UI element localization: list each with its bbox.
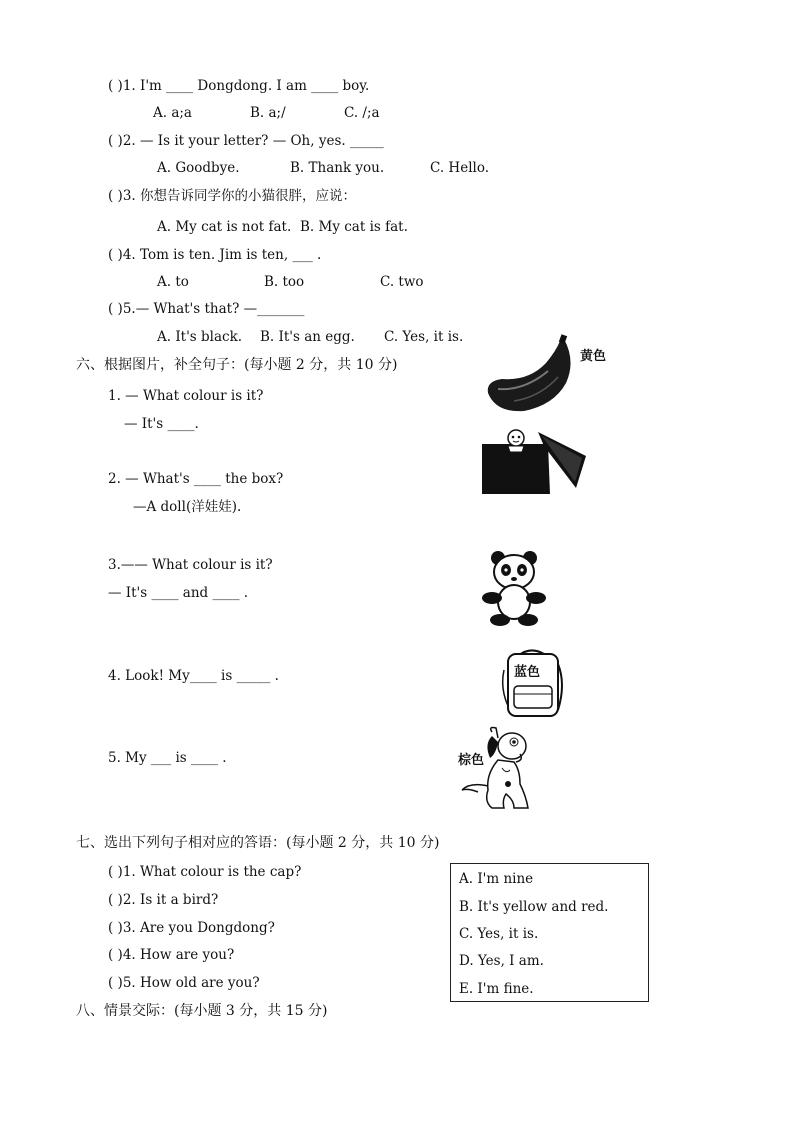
s5-q5-stem: ( )5.— What's that? —_______ xyxy=(108,301,305,317)
s5-q2-option-a: A. Goodbye. xyxy=(157,160,240,176)
s6-q1-answer: — It's ____. xyxy=(124,416,199,432)
schoolbag-color-label: 蓝色 xyxy=(514,665,541,680)
s6-q3-answer: — It's ____ and ____ . xyxy=(108,585,249,601)
s6-q2-question: 2. — What's ____ the box? xyxy=(108,471,284,487)
panda-image xyxy=(478,548,550,626)
s5-q3-option-a: A. My cat is not fat. xyxy=(157,219,292,235)
s6-q1-question: 1. — What colour is it? xyxy=(108,388,264,404)
s5-q4-stem: ( )4. Tom is ten. Jim is ten, ___ . xyxy=(108,247,322,263)
s5-q1-option-b: B. a;/ xyxy=(250,105,286,121)
s7-option-b: B. It's yellow and red. xyxy=(459,899,609,915)
s5-q3-stem: ( )3. 你想告诉同学你的小猫很胖，应说： xyxy=(108,188,356,204)
s5-q5-option-c: C. Yes, it is. xyxy=(384,329,464,345)
s7-option-a: A. I'm nine xyxy=(459,871,534,887)
s5-q2-option-c: C. Hello. xyxy=(430,160,490,176)
s7-option-d: D. Yes, I am. xyxy=(459,953,544,969)
s7-q5: ( )5. How old are you? xyxy=(108,975,260,991)
s6-q5-sentence: 5. My ___ is ____ . xyxy=(108,750,227,766)
s5-q4-option-b: B. too xyxy=(264,274,305,290)
s5-q5-option-b: B. It's an egg. xyxy=(260,329,355,345)
s5-q4-option-c: C. two xyxy=(380,274,424,290)
schoolbag-image xyxy=(500,644,570,720)
section8-title: 八、情景交际：(每小题 3 分，共 15 分) xyxy=(76,1003,328,1019)
s6-q2-answer: —A doll(洋娃娃). xyxy=(133,499,242,515)
s7-option-c: C. Yes, it is. xyxy=(459,926,539,942)
doll-in-box-image xyxy=(478,426,590,496)
s6-q3-question: 3.—— What colour is it? xyxy=(108,557,273,573)
s7-option-e: E. I'm fine. xyxy=(459,981,534,997)
section7-title: 七、选出下列句子相对应的答语：(每小题 2 分，共 10 分) xyxy=(76,835,440,851)
s7-q1: ( )1. What colour is the cap? xyxy=(108,864,302,880)
s5-q4-option-a: A. to xyxy=(157,274,189,290)
banana-color-label: 黄色 xyxy=(580,349,607,364)
s6-q4-sentence: 4. Look! My____ is _____ . xyxy=(108,668,279,684)
section6-title: 六、根据图片，补全句子：(每小题 2 分，共 10 分) xyxy=(76,357,398,373)
s5-q1-option-c: C. /;a xyxy=(344,105,380,121)
s5-q2-stem: ( )2. — Is it your letter? — Oh, yes. _____ xyxy=(108,133,384,149)
s5-q3-option-b: B. My cat is fat. xyxy=(300,219,408,235)
s5-q1-stem: ( )1. I'm ____ Dongdong. I am ____ boy. xyxy=(108,78,370,94)
s5-q5-option-a: A. It's black. xyxy=(157,329,243,345)
s7-q2: ( )2. Is it a bird? xyxy=(108,892,219,908)
s5-q1-option-a: A. a;a xyxy=(153,105,192,121)
dog-color-label: 棕色 xyxy=(458,753,485,768)
s5-q2-option-b: B. Thank you. xyxy=(290,160,385,176)
banana-image xyxy=(484,333,579,423)
s7-q3: ( )3. Are you Dongdong? xyxy=(108,920,275,936)
s7-q4: ( )4. How are you? xyxy=(108,947,235,963)
